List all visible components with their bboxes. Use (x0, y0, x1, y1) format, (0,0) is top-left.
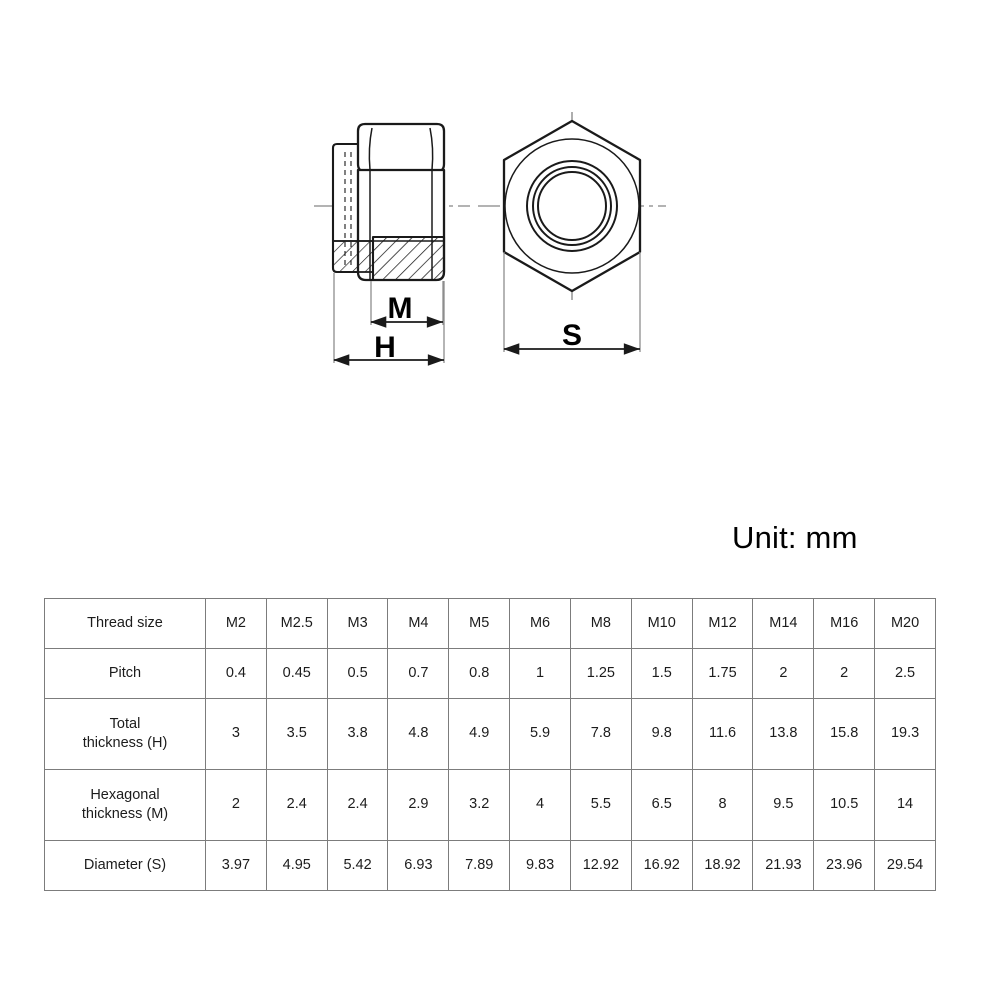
table-cell: 10.5 (814, 770, 875, 841)
unit-note: Unit: mm (732, 520, 858, 555)
table-cell: 13.8 (753, 699, 814, 770)
table-cell: 2 (814, 649, 875, 699)
table-cell: 21.93 (753, 841, 814, 891)
table-cell: 3.97 (206, 841, 267, 891)
table-cell: 2.9 (388, 770, 449, 841)
table-cell: 5.5 (570, 770, 631, 841)
column-header-cell: M20 (875, 599, 936, 649)
table-cell: 9.8 (631, 699, 692, 770)
table-cell: 2 (206, 770, 267, 841)
table-cell: 1.5 (631, 649, 692, 699)
table-cell: 14 (875, 770, 936, 841)
table-cell: 6.93 (388, 841, 449, 891)
table-row (45, 770, 936, 841)
table-cell: 5.9 (510, 699, 571, 770)
row-header-line: Total (109, 715, 141, 732)
row-header-line: Diameter (S) (83, 856, 167, 873)
row-header-label (45, 699, 206, 770)
table-cell: 1.75 (692, 649, 753, 699)
technical-drawing (0, 0, 1000, 480)
row-header-line: thickness (H) (82, 735, 168, 751)
row-header-label (45, 770, 206, 841)
row-header-line: Thread size (87, 614, 163, 631)
specification-table-wrapper (44, 598, 936, 891)
drawing-svg (0, 0, 1000, 480)
column-header-cell: M14 (753, 599, 814, 649)
table-cell: 5.42 (327, 841, 388, 891)
table-cell: 2.4 (327, 770, 388, 841)
table-cell: 3.8 (327, 699, 388, 770)
table-cell: 9.5 (753, 770, 814, 841)
side-section-view (314, 124, 470, 364)
row-header-label (45, 599, 206, 649)
table-cell: 18.92 (692, 841, 753, 891)
column-header-cell: M8 (570, 599, 631, 649)
table-cell: 0.4 (206, 649, 267, 699)
table-cell: 2.5 (875, 649, 936, 699)
nylon-collar-section-hatch (333, 241, 373, 272)
table-cell: 0.5 (327, 649, 388, 699)
specification-table (44, 598, 936, 891)
table-cell: 7.89 (449, 841, 510, 891)
row-header-label (45, 649, 206, 699)
dimension-label-s: S (561, 319, 583, 352)
table-cell: 0.7 (388, 649, 449, 699)
table-row (45, 649, 936, 699)
table-cell: 29.54 (875, 841, 936, 891)
column-header-cell: M12 (692, 599, 753, 649)
column-header-cell: M5 (449, 599, 510, 649)
table-cell: 11.6 (692, 699, 753, 770)
table-row (45, 841, 936, 891)
column-header-cell: M16 (814, 599, 875, 649)
table-cell: 0.8 (449, 649, 510, 699)
table-row (45, 699, 936, 770)
table-cell: 3 (206, 699, 267, 770)
table-cell: 19.3 (875, 699, 936, 770)
row-header-line: thickness (M) (81, 806, 169, 822)
column-header-cell: M4 (388, 599, 449, 649)
table-cell: 7.8 (570, 699, 631, 770)
hexagon-outline (504, 121, 640, 291)
table-cell: 3.5 (266, 699, 327, 770)
table-row (45, 599, 936, 649)
column-header-cell: M10 (631, 599, 692, 649)
table-cell: 6.5 (631, 770, 692, 841)
row-header-line: Hexagonal (90, 786, 160, 803)
table-cell: 16.92 (631, 841, 692, 891)
table-cell: 4 (510, 770, 571, 841)
table-cell: 1 (510, 649, 571, 699)
table-cell: 4.9 (449, 699, 510, 770)
column-header-cell: M2.5 (266, 599, 327, 649)
column-header-cell: M3 (327, 599, 388, 649)
table-cell: 12.92 (570, 841, 631, 891)
dimension-label-m: M (387, 292, 413, 325)
table-cell: 8 (692, 770, 753, 841)
table-cell: 1.25 (570, 649, 631, 699)
table-cell: 0.45 (266, 649, 327, 699)
hex-front-view (478, 112, 666, 352)
table-cell: 4.8 (388, 699, 449, 770)
row-header-line: Pitch (108, 664, 142, 681)
table-cell: 23.96 (814, 841, 875, 891)
table-cell: 3.2 (449, 770, 510, 841)
table-cell: 2 (753, 649, 814, 699)
row-header-label (45, 841, 206, 891)
column-header-cell: M6 (510, 599, 571, 649)
column-header-cell: M2 (206, 599, 267, 649)
hex-body-section-hatch (373, 237, 444, 280)
table-cell: 9.83 (510, 841, 571, 891)
table-cell: 15.8 (814, 699, 875, 770)
table-cell: 4.95 (266, 841, 327, 891)
table-cell: 2.4 (266, 770, 327, 841)
dimension-label-h: H (374, 331, 396, 364)
